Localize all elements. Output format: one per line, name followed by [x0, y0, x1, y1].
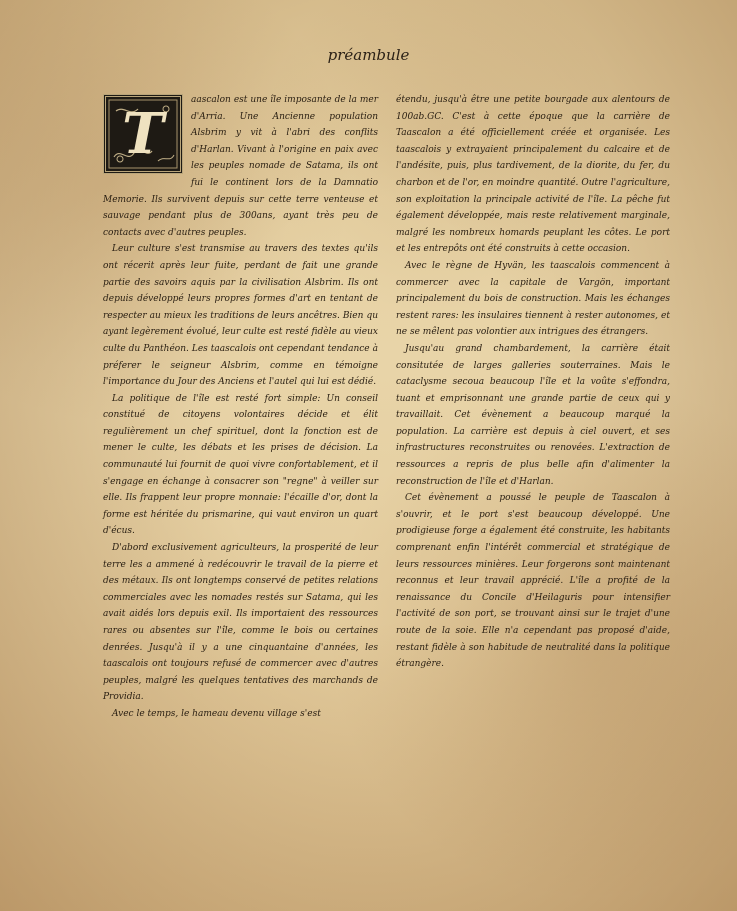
paragraph: Cet évènement a poussé le peuple de Taascalon à s'ouvrir, et le port s'est beaucoup développé. Une prodigieuse forge a également été construite, les habitants comprenant enfin l'intérêt commercial et stratégique de leurs ressources minières. Leur forgerons sont maintenant reconnus et leur travail apprécié. L'île a profité de la renaissance du Concile d'Heilaguris pour intensifier l'activité de son port, se trouvant ainsi sur le trajet d'une route de la soie. Elle n'a cependant pas proposé d'aide, restant fidèle à son habitude de neutralité dans la politique étrangère. [396, 493, 670, 670]
paragraph: Avec le temps, le hameau devenu village s'est [112, 708, 321, 719]
paragraph: La politique de l'île est resté fort simple: Un conseil constitué de citoyens volontaires décide et élit regulièrement un chef spirituel, dont la fonction est de mener le culte, les débats et les prises de décision. La communauté lui fournit de quoi vivre confortablement, et il s'engage en échange à consacrer son "regne" à veiller sur elle. Ils frappent leur propre monnaie: l'écaille d'or, dont la forme est héritée du prismarine, qui vaut environ un quart d'écus. [103, 393, 378, 537]
illuminated-dropcap [103, 94, 183, 174]
paragraph: Leur culture s'est transmise au travers des textes qu'ils ont récerit après leur fuite, perdant de fait une grande partie des savoirs aquis par la civilisation Alsbrim. Ils ont depuis développé leurs propres formes d'art en tentant de respecter au mieux les traditions de leurs ancêtres. Bien qu ayant legèrement évolué, leur culte est resté fidèle au vieux culte du Panthéon. Les taascalois ont cependant tendance à préferer le seigneur Alsbrim, comme en témoigne l'importance du Jour des Anciens et l'autel qui lui est dédié. [103, 244, 378, 388]
paragraph: aascalon est une île imposante de la mer d'Arria. Une Ancienne population Alsbrim y vit à l'abri des conflits d'Harlan. Vivant à l'origine en paix avec les peuples nomade de Satama, ils ont fui le continent lors de la Damnatio Memorie. Ils survivent depuis sur cette terre venteuse et sauvage pendant plus de 300ans, ayant très peu de contacts avec d'autres peuples. [103, 95, 378, 238]
dropcap-letter: T [122, 101, 164, 167]
left-column [103, 92, 378, 723]
paragraph: Jusqu'au grand chambardement, la carrière était consitutée de larges galleries souterraines. Mais le cataclysme secoua beaucoup l'île et la voûte s'effondra, tuant et emprisonnant une grande partie de ceux qui y travaillait. Cet évènement a beaucoup marqué la population. La carrière est depuis à ciel ouvert, et ses infrastructures reconstruites ou renovées. L'extraction de ressources a repris de plus belle afin d'alimenter la reconstruction de l'île et d'Harlan. [396, 343, 670, 487]
paragraph: étendu, jusqu'à être une petite bourgade aux alentours de 100ab.GC. C'est à cette époque que la carrière de Taascalon a été officiellement créée et organisée. Les taascalois y extrayaient principalement du calcaire et de l'andésite, puis, plus tardivement, de la diorite, du fer, du charbon et de l'or, en moindre quantité. Outre l'agriculture, son exploitation la principale activité de l'île. La pêche fut également développée, mais reste relativement marginale, malgré les nombreux homards peuplant les côtes. Le port et les entrepôts ont été construits à cette occasion. [396, 95, 670, 255]
paragraph: D'abord exclusivement agriculteurs, la prosperité de leur terre les a ammené à redécouvrir le travail de la pierre et des métaux. Ils ont longtemps conservé de petites relations commerciales avec les nomades restés sur Satama, qui les avait aidés lors depuis exil. Ils importaient des ressources rares ou absentes sur l'île, comme le bois ou certaines denrées. Jusqu'à il y a une cinquantaine d'années, les taascalois ont toujours refusé de commercer avec d'autres peuples, malgré les quelques tentatives des marchands de Providia. [103, 543, 378, 703]
paragraph: Avec le règne de Hyvän, les taascalois commencent à commercer avec la capitale de Vargön, important principalement du bois de construction. Mais les échanges restent rares: les insulaires tiennent à rester autonomes, et ne se mêlent pas volontier aux intrigues des étrangers. [396, 260, 670, 338]
page-heading: préambule [327, 46, 410, 64]
right-column [396, 92, 670, 673]
